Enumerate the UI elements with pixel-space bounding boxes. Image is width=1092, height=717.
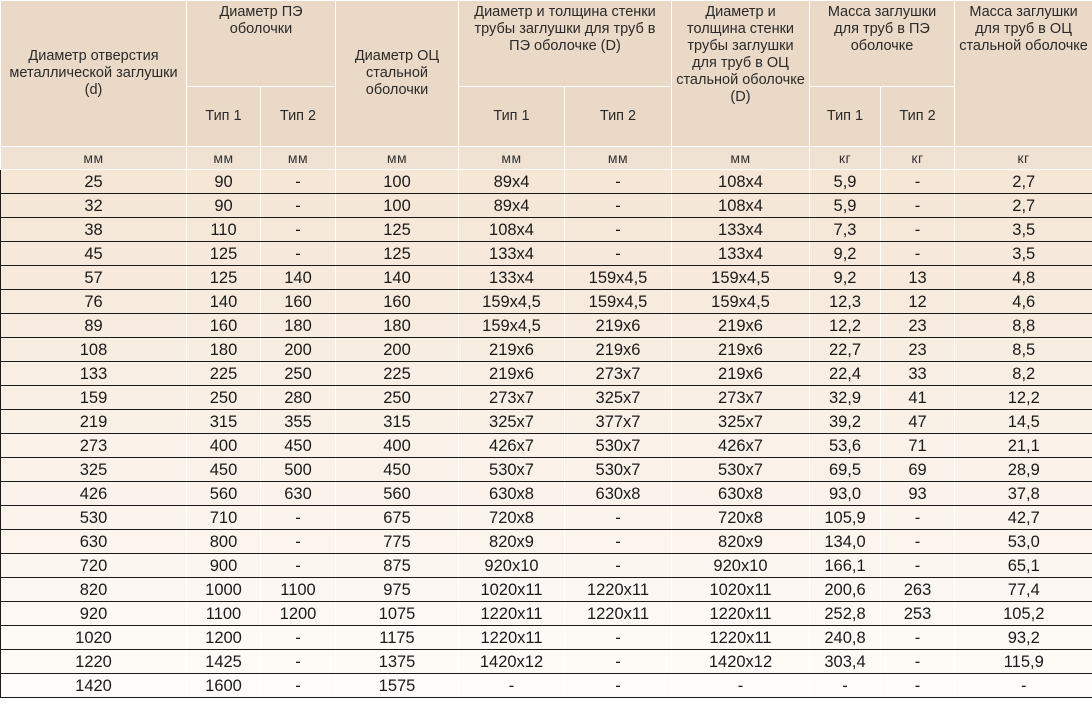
table-row [1,242,1092,266]
table-cell: 630х8 [459,482,565,506]
table-cell: 355 [261,410,336,434]
table-cell: 219х6 [565,338,672,362]
table-cell: 93,0 [810,482,881,506]
table-cell: 720 [1,554,187,578]
table-cell: - [881,674,955,698]
table-cell: 250 [261,362,336,386]
table-cell: - [459,674,565,698]
table-row [1,410,1092,434]
table-cell: 280 [261,386,336,410]
table-cell: 219х6 [459,362,565,386]
table-cell: - [565,242,672,266]
table-cell: 2,7 [955,194,1092,218]
table-cell: 400 [336,434,459,458]
table-cell: 57 [1,266,187,290]
table-cell: 426 [1,482,187,506]
table-cell: 32,9 [810,386,881,410]
table-cell: 1420х12 [672,650,810,674]
table-cell: 530х7 [672,458,810,482]
table-cell: 1200 [261,602,336,626]
table-cell: 530х7 [565,434,672,458]
table-cell: 5,9 [810,194,881,218]
table-cell: 160 [336,290,459,314]
table-cell: 159х4,5 [459,314,565,338]
table-cell: 500 [261,458,336,482]
table-cell: 1375 [336,650,459,674]
table-cell: 200,6 [810,578,881,602]
table-cell: 1220х11 [565,578,672,602]
table-cell: 560 [187,482,261,506]
table-cell: 3,5 [955,242,1092,266]
table-cell: 133х4 [459,266,565,290]
table-cell: - [565,218,672,242]
table-cell: 250 [336,386,459,410]
table-cell: - [565,506,672,530]
table-cell: 1600 [187,674,261,698]
table-cell: 125 [336,218,459,242]
table-cell: 219 [1,410,187,434]
table-cell: 920х10 [459,554,565,578]
table-cell: 630 [1,530,187,554]
table-cell: 1220х11 [459,626,565,650]
table-row [1,530,1092,554]
table-cell: 530 [1,506,187,530]
table-cell: 820 [1,578,187,602]
table-cell: 530х7 [459,458,565,482]
table-cell: 630х8 [672,482,810,506]
table-cell: 1020х11 [672,578,810,602]
table-cell: - [261,626,336,650]
table-cell: 13 [881,266,955,290]
table-cell: 1220х11 [672,626,810,650]
table-cell: 4,8 [955,266,1092,290]
table-cell: 125 [187,242,261,266]
table-cell: 2,7 [955,170,1092,194]
table-cell: - [261,242,336,266]
table-cell: 180 [187,338,261,362]
table-cell: 28,9 [955,458,1092,482]
table-cell: - [881,218,955,242]
table-cell: 820х9 [672,530,810,554]
table-cell: 426х7 [459,434,565,458]
table-cell: - [261,506,336,530]
table-cell: 1020х11 [459,578,565,602]
table-cell: 4,6 [955,290,1092,314]
table-cell: 250 [187,386,261,410]
table-row [1,362,1092,386]
unit-cell: мм [672,147,810,170]
table-cell: 110 [187,218,261,242]
table-cell: 325х7 [672,410,810,434]
table-cell: 159х4,5 [672,266,810,290]
table-row [1,386,1092,410]
unit-cell: мм [187,147,261,170]
table-cell: 1220х11 [672,602,810,626]
header-mass-type2: Тип 2 [881,87,955,147]
table-cell: 159х4,5 [459,290,565,314]
table-cell: - [955,674,1092,698]
units-row [1,147,1092,170]
table-cell: 21,1 [955,434,1092,458]
unit-cell: мм [1,147,187,170]
table-cell: 89х4 [459,170,565,194]
table-cell: 100 [336,170,459,194]
table-cell: 530х7 [565,458,672,482]
table-cell: - [565,194,672,218]
table-cell: 32 [1,194,187,218]
header-pipe-pe-type2: Тип 2 [565,87,672,147]
table-cell: 12,3 [810,290,881,314]
table-cell: 1100 [261,578,336,602]
table-cell: 105,9 [810,506,881,530]
table-cell: 1075 [336,602,459,626]
header-pe-type1: Тип 1 [187,87,261,147]
unit-cell: кг [881,147,955,170]
table-cell: 33 [881,362,955,386]
table-cell: - [810,674,881,698]
table-cell: 69,5 [810,458,881,482]
table-cell: 1200 [187,626,261,650]
table-cell: 1000 [187,578,261,602]
table-cell: 1220х11 [565,602,672,626]
table-cell: 134,0 [810,530,881,554]
table-cell: 9,2 [810,242,881,266]
table-cell: 125 [187,266,261,290]
table-cell: 159х4,5 [565,290,672,314]
table-cell: 23 [881,338,955,362]
table-cell: - [881,506,955,530]
table-cell: 89 [1,314,187,338]
table-cell: 37,8 [955,482,1092,506]
table-cell: 219х6 [459,338,565,362]
header-mass-oc: Масса заглушки для труб в ОЦ стальной оболочке [955,1,1092,147]
table-cell: 71 [881,434,955,458]
table-cell: 219х6 [672,338,810,362]
table-cell: - [565,674,672,698]
table-cell: 133 [1,362,187,386]
table-cell: 100 [336,194,459,218]
table-cell: 240,8 [810,626,881,650]
table-row [1,578,1092,602]
table-cell: 1100 [187,602,261,626]
table-cell: 273х7 [459,386,565,410]
table-cell: 76 [1,290,187,314]
header-mass-type1: Тип 1 [810,87,881,147]
table-cell: 450 [336,458,459,482]
table-cell: 426х7 [672,434,810,458]
table-cell: 12,2 [810,314,881,338]
unit-cell: мм [565,147,672,170]
table-cell: - [565,626,672,650]
table-cell: - [261,674,336,698]
table-cell: - [565,554,672,578]
unit-cell: кг [810,147,881,170]
table-cell: 630 [261,482,336,506]
table-cell: 560 [336,482,459,506]
header-pipe-pe-type1: Тип 1 [459,87,565,147]
table-cell: 89х4 [459,194,565,218]
table-cell: 45 [1,242,187,266]
table-cell: 159 [1,386,187,410]
table-cell: 325х7 [459,410,565,434]
table-cell: - [261,530,336,554]
table-row [1,506,1092,530]
table-cell: 133х4 [459,242,565,266]
table-cell: 105,2 [955,602,1092,626]
table-cell: 252,8 [810,602,881,626]
unit-cell: мм [336,147,459,170]
header-oc-shell-diameter: Диаметр ОЦ стальной оболочки [336,1,459,147]
table-cell: 303,4 [810,650,881,674]
header-pe-type2: Тип 2 [261,87,336,147]
table-cell: 65,1 [955,554,1092,578]
table-cell: 160 [261,290,336,314]
table-cell: 325х7 [565,386,672,410]
table-cell: - [261,554,336,578]
table-cell: - [672,674,810,698]
table-row [1,218,1092,242]
table-cell: - [881,242,955,266]
table-cell: - [881,194,955,218]
table-cell: - [881,626,955,650]
table-cell: 273х7 [565,362,672,386]
table-cell: 69 [881,458,955,482]
header-hole-diameter: Диаметр отверстия металлической заглушки (d) [1,1,187,147]
table-cell: 225 [187,362,261,386]
table-cell: 450 [261,434,336,458]
table-cell: 108х4 [672,170,810,194]
header-pe-shell-diameter: Диаметр ПЭ оболочки [187,1,336,87]
header-pipe-size-pe: Диаметр и толщина стенки трубы заглушки для труб в ПЭ оболочке (D) [459,1,672,87]
table-cell: 775 [336,530,459,554]
table-cell: 1420х12 [459,650,565,674]
table-cell: 42,7 [955,506,1092,530]
table-cell: 900 [187,554,261,578]
table-cell: 25 [1,170,187,194]
table-cell: 219х6 [672,362,810,386]
table-row [1,170,1092,194]
table-row [1,194,1092,218]
table-cell: 200 [336,338,459,362]
table-cell: - [565,170,672,194]
table-cell: 1220х11 [459,602,565,626]
header-mass-pe: Масса заглушки для труб в ПЭ оболочке [810,1,955,87]
table-cell: 720х8 [459,506,565,530]
table-cell: 14,5 [955,410,1092,434]
table-cell: 39,2 [810,410,881,434]
table-cell: 315 [187,410,261,434]
table-cell: - [261,170,336,194]
table-cell: 820х9 [459,530,565,554]
table-row [1,650,1092,674]
table-cell: 8,8 [955,314,1092,338]
table-cell: 450 [187,458,261,482]
table-cell: 12 [881,290,955,314]
table-cell: 180 [336,314,459,338]
table-cell: 115,9 [955,650,1092,674]
table-cell: 23 [881,314,955,338]
table-cell: 5,9 [810,170,881,194]
table-row [1,602,1092,626]
table-cell: 93,2 [955,626,1092,650]
table-row [1,434,1092,458]
table-cell: 975 [336,578,459,602]
table-cell: 133х4 [672,242,810,266]
table-cell: - [261,650,336,674]
table-cell: 53,0 [955,530,1092,554]
table-cell: - [261,194,336,218]
table-cell: 225 [336,362,459,386]
table-cell: - [881,170,955,194]
table-cell: 22,4 [810,362,881,386]
table-cell: 9,2 [810,266,881,290]
table-cell: 920 [1,602,187,626]
table-cell: 1425 [187,650,261,674]
table-cell: 8,2 [955,362,1092,386]
table-cell: 108х4 [459,218,565,242]
table-cell: 219х6 [565,314,672,338]
table-cell: 53,6 [810,434,881,458]
table-cell: - [881,554,955,578]
table-cell: 160 [187,314,261,338]
table-cell: 108х4 [672,194,810,218]
table-row [1,674,1092,698]
unit-cell: мм [459,147,565,170]
table-cell: 90 [187,194,261,218]
header-pipe-size-oc: Диаметр и толщина стенки трубы заглушки для труб в ОЦ стальной оболочке (D) [672,1,810,147]
table-cell: 710 [187,506,261,530]
table-row [1,266,1092,290]
table-cell: - [565,650,672,674]
table-row [1,314,1092,338]
table-cell: 93 [881,482,955,506]
table-cell: 166,1 [810,554,881,578]
table-cell: 720х8 [672,506,810,530]
table-cell: 133х4 [672,218,810,242]
table-cell: 77,4 [955,578,1092,602]
table-cell: 108 [1,338,187,362]
table-cell: 180 [261,314,336,338]
table-row [1,290,1092,314]
table-cell: 12,2 [955,386,1092,410]
table-cell: 675 [336,506,459,530]
table-cell: 125 [336,242,459,266]
table-cell: 38 [1,218,187,242]
table-cell: 315 [336,410,459,434]
table-cell: 90 [187,170,261,194]
table-cell: 159х4,5 [565,266,672,290]
table-row [1,626,1092,650]
table-cell: 47 [881,410,955,434]
table-cell: 3,5 [955,218,1092,242]
table-row [1,482,1092,506]
table-cell: 7,3 [810,218,881,242]
table-cell: 1175 [336,626,459,650]
unit-cell: мм [261,147,336,170]
table-cell: 200 [261,338,336,362]
table-row [1,458,1092,482]
table-cell: 920х10 [672,554,810,578]
table-cell: 140 [336,266,459,290]
table-cell: 800 [187,530,261,554]
table-cell: 140 [187,290,261,314]
table-cell: - [565,530,672,554]
table-cell: - [881,530,955,554]
table-cell: 140 [261,266,336,290]
table-cell: - [261,218,336,242]
table-cell: 219х6 [672,314,810,338]
table-cell: 22,7 [810,338,881,362]
table-cell: 1020 [1,626,187,650]
table-cell: 253 [881,602,955,626]
table-cell: 1575 [336,674,459,698]
table-cell: 1220 [1,650,187,674]
table-cell: - [881,650,955,674]
unit-cell: кг [955,147,1092,170]
table-cell: 159х4,5 [672,290,810,314]
table-cell: 325 [1,458,187,482]
table-cell: 1420 [1,674,187,698]
table-cell: 263 [881,578,955,602]
table-row [1,338,1092,362]
table-cell: 400 [187,434,261,458]
table-cell: 8,5 [955,338,1092,362]
table-cell: 377х7 [565,410,672,434]
table-cell: 273 [1,434,187,458]
table-cell: 41 [881,386,955,410]
table-cell: 273х7 [672,386,810,410]
table-row [1,554,1092,578]
table-cell: 630х8 [565,482,672,506]
table-cell: 875 [336,554,459,578]
